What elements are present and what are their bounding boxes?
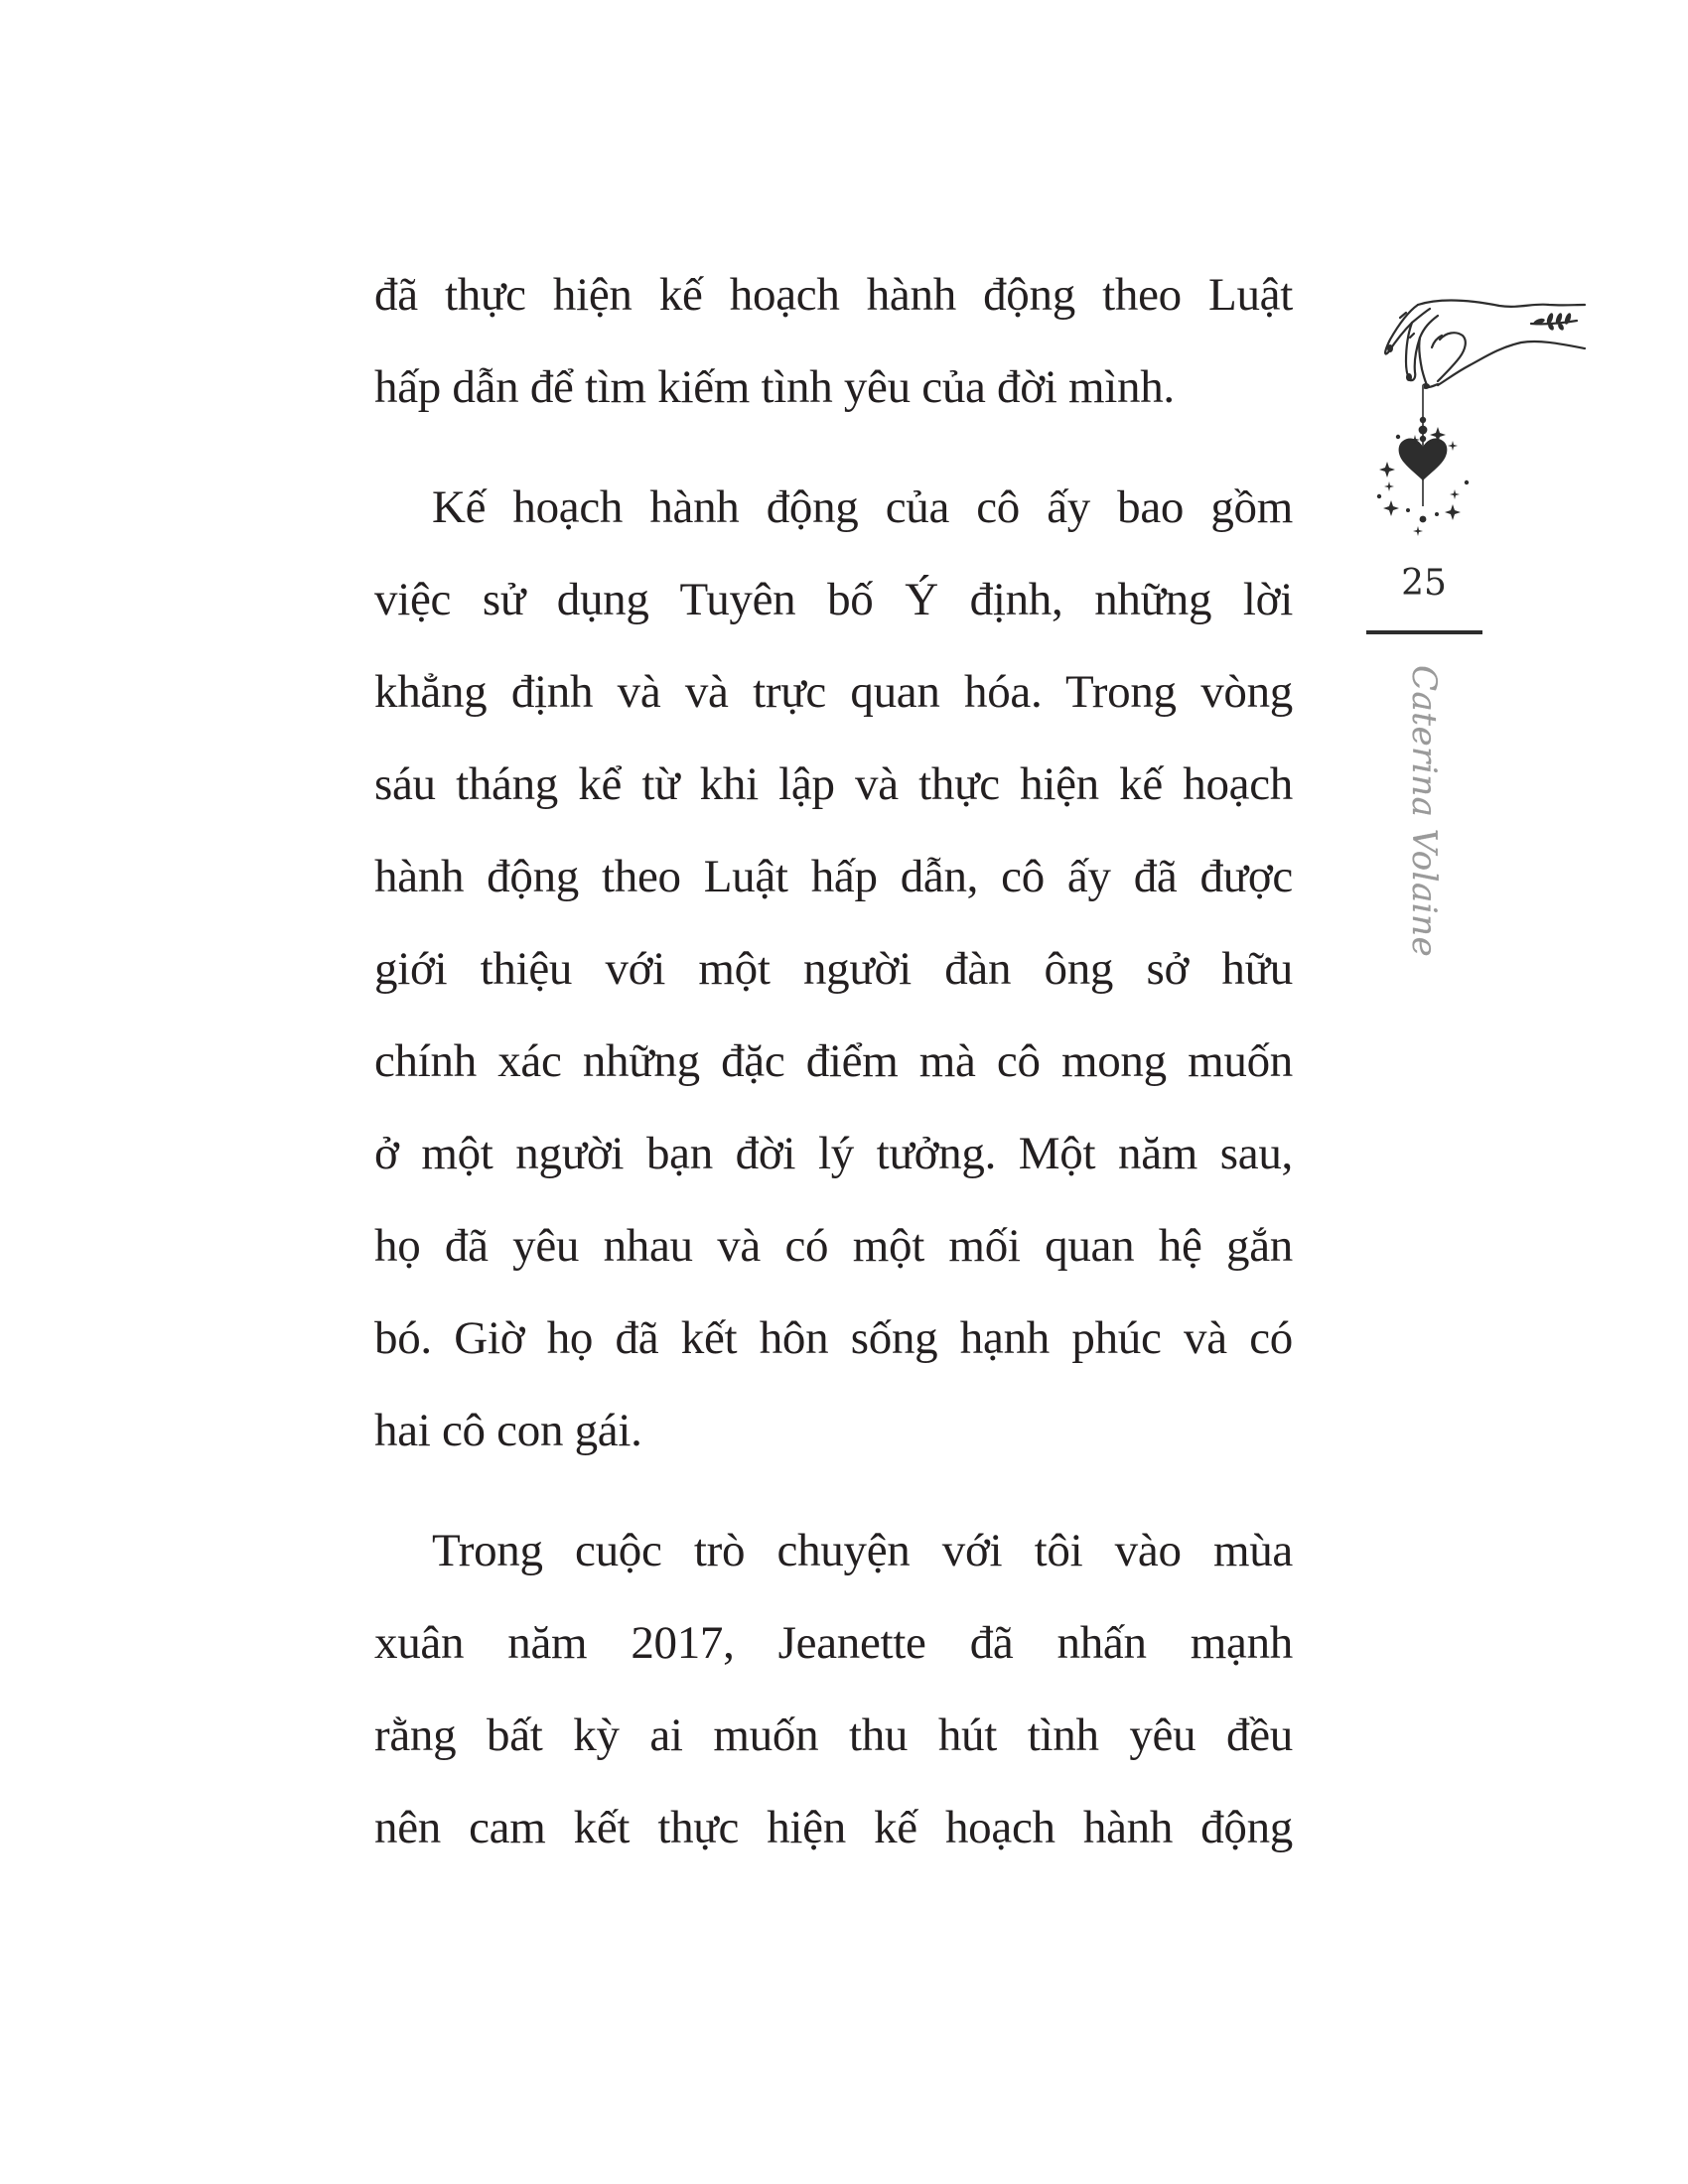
text-line: hai cô con gái. [374, 1405, 642, 1456]
paragraph-2 [374, 462, 1293, 1477]
text-line: xuân năm 2017, Jeanette đã nhấn mạnh [374, 1617, 1293, 1669]
body-text [374, 249, 1293, 1902]
text-line: họ đã yêu nhau và có một mối quan hệ gắn [374, 1220, 1293, 1272]
text-line: ở một người bạn đời lý tưởng. Một năm sau, [374, 1128, 1293, 1179]
text-line: giới thiệu với một người đàn ông sở hữu [374, 943, 1293, 995]
text-line: sáu tháng kể từ khi lập và thực hiện kế hoạch [374, 758, 1293, 810]
hand-holding-heart-pendant-icon [1360, 278, 1599, 546]
text-line: Trong cuộc trò chuyện với tôi vào mùa [432, 1525, 1293, 1576]
page-number-rule [1366, 630, 1482, 634]
text-line: hành động theo Luật hấp dẫn, cô ấy đã được [374, 851, 1293, 902]
text-line: hấp dẫn để tìm kiếm tình yêu của đời mình. [374, 361, 1175, 413]
text-line: chính xác những đặc điểm mà cô mong muốn [374, 1035, 1293, 1087]
text-line: khẳng định và và trực quan hóa. Trong vòng [374, 666, 1293, 718]
text-line: bó. Giờ họ đã kết hôn sống hạnh phúc và có [374, 1312, 1293, 1364]
running-author-name: Caterina Volaine [1404, 665, 1444, 958]
text-line: Kế hoạch hành động của cô ấy bao gồm [432, 481, 1293, 533]
text-line: nên cam kết thực hiện kế hoạch hành động [374, 1802, 1293, 1853]
paragraph-1 [374, 249, 1293, 434]
paragraph-3 [374, 1505, 1293, 1874]
text-line: việc sử dụng Tuyên bố Ý định, những lời [374, 574, 1293, 625]
page-number: 25 [1401, 563, 1447, 604]
text-line: đã thực hiện kế hoạch hành động theo Luật [374, 269, 1293, 321]
text-line: rằng bất kỳ ai muốn thu hút tình yêu đều [374, 1709, 1293, 1761]
